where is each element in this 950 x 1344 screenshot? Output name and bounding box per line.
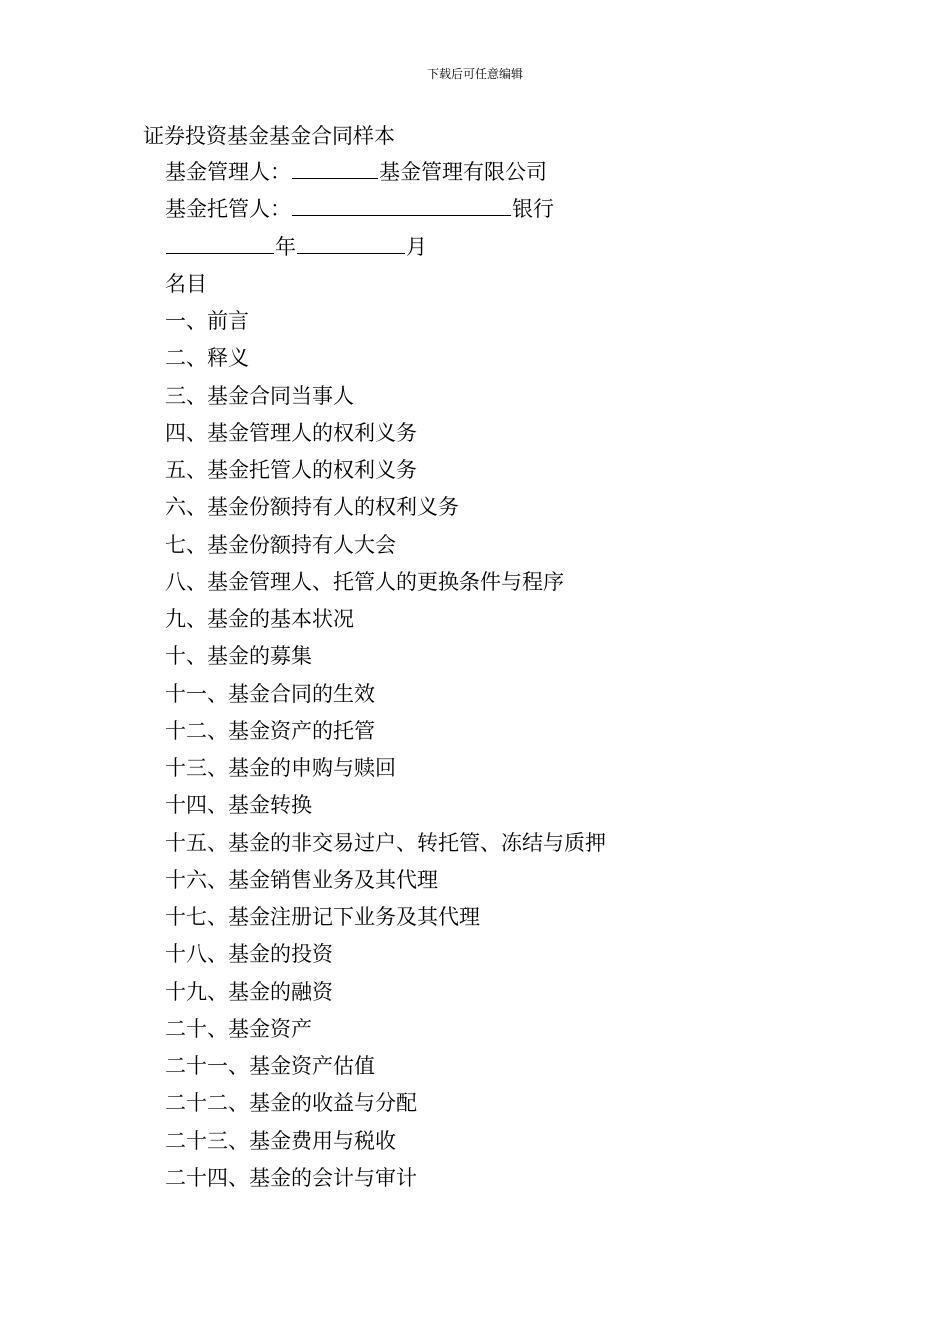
toc-item: 十五、基金的非交易过户、转托管、冻结与质押	[165, 830, 606, 855]
toc-item: 十一、基金合同的生效	[165, 681, 375, 706]
toc-item: 六、基金份额持有人的权利义务	[165, 495, 459, 520]
toc-item: 十八、基金的投资	[165, 942, 333, 967]
toc-item: 七、基金份额持有人大会	[165, 532, 396, 557]
manager-suffix: 基金管理有限公司	[379, 160, 547, 184]
manager-name-blank	[292, 157, 378, 179]
toc-heading: 名目	[165, 271, 207, 296]
date-year-label: 年	[275, 234, 296, 259]
custodian-label: 基金托管人：	[165, 197, 291, 222]
manager-label: 基金管理人：	[165, 160, 291, 184]
toc-item: 十三、基金的申购与赎回	[165, 756, 396, 780]
toc-item: 九、基金的基本状况	[165, 607, 354, 631]
document-title: 证券投资基金基金合同样本	[143, 124, 395, 148]
custodian-name-blank	[292, 194, 511, 216]
toc-item: 二十三、基金费用与税收	[165, 1128, 396, 1153]
toc-item: 十七、基金注册记下业务及其代理	[165, 905, 480, 929]
manager-line	[165, 157, 606, 194]
date-line	[165, 232, 606, 269]
toc-item: 二十四、基金的会计与审计	[165, 1165, 417, 1190]
toc-item: 十四、基金转换	[165, 793, 312, 818]
year-blank	[166, 232, 274, 254]
toc-item: 二、释义	[165, 346, 249, 371]
month-blank	[297, 232, 405, 254]
toc-item: 二十二、基金的收益与分配	[165, 1091, 417, 1116]
custodian-suffix: 银行	[512, 197, 554, 222]
toc-item: 二十、基金资产	[165, 1016, 312, 1041]
toc-item: 五、基金托管人的权利义务	[165, 458, 417, 482]
toc-item: 三、基金合同当事人	[165, 383, 354, 408]
toc-item: 十、基金的募集	[165, 644, 312, 669]
toc-item: 一、前言	[165, 309, 249, 333]
toc-item: 二十一、基金资产估值	[165, 1054, 375, 1078]
document-body	[165, 157, 606, 1200]
toc-item: 四、基金管理人的权利义务	[165, 420, 417, 445]
custodian-line	[165, 194, 606, 231]
toc-item: 十二、基金资产的托管	[165, 718, 375, 743]
toc-item: 十九、基金的融资	[165, 979, 333, 1004]
date-month-label: 月	[406, 234, 427, 259]
toc-item: 八、基金管理人、托管人的更换条件与程序	[165, 569, 564, 594]
page-header-note: 下载后可任意编辑	[426, 67, 523, 81]
toc-item: 十六、基金销售业务及其代理	[165, 867, 438, 892]
